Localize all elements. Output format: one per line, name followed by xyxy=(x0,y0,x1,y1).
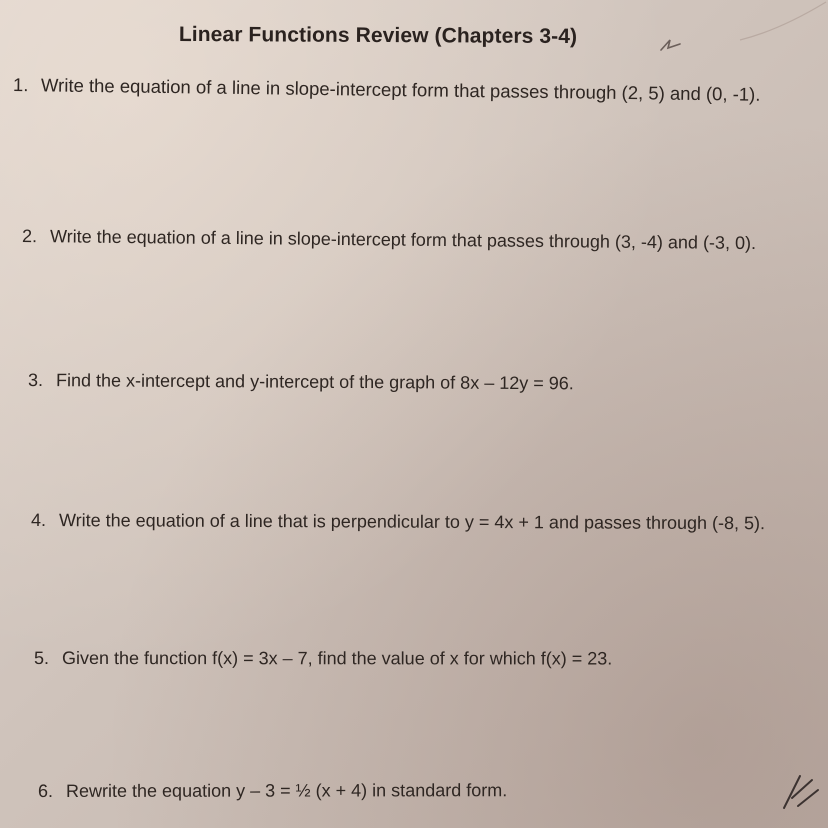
question-1 xyxy=(13,74,761,106)
question-text: Write the equation of a line that is perpendicular to y = 4x + 1 and passes through (-8, 5). xyxy=(58,510,766,534)
question-number: 5. xyxy=(33,648,50,669)
question-text: Write the equation of a line in slope-intercept form that passes through (2, 5) and (0, -1). xyxy=(40,74,761,105)
question-text: Write the equation of a line in slope-intercept form that passes through (3, -4) and (-3, 0). xyxy=(49,226,757,254)
worksheet-title: Linear Functions Review (Chapters 3-4) xyxy=(178,22,578,49)
question-number: 1. xyxy=(12,74,29,96)
question-number: 2. xyxy=(21,226,38,247)
pencil-scribble-mark xyxy=(658,34,684,56)
question-text: Find the x-intercept and y-intercept of the graph of 8x – 12y = 96. xyxy=(55,370,574,394)
question-text: Given the function f(x) = 3x – 7, find the value of x for which f(x) = 23. xyxy=(61,648,613,669)
question-text: Rewrite the equation y – 3 = ½ (x + 4) in standard form. xyxy=(65,780,508,801)
question-number: 6. xyxy=(37,780,54,801)
question-6 xyxy=(38,780,507,802)
question-number: 4. xyxy=(30,510,47,531)
question-3 xyxy=(28,370,574,394)
question-2 xyxy=(22,226,756,254)
question-number: 3. xyxy=(27,370,44,391)
pencil-scribble-corner xyxy=(778,768,824,818)
question-4 xyxy=(31,510,765,534)
question-5 xyxy=(34,648,612,670)
